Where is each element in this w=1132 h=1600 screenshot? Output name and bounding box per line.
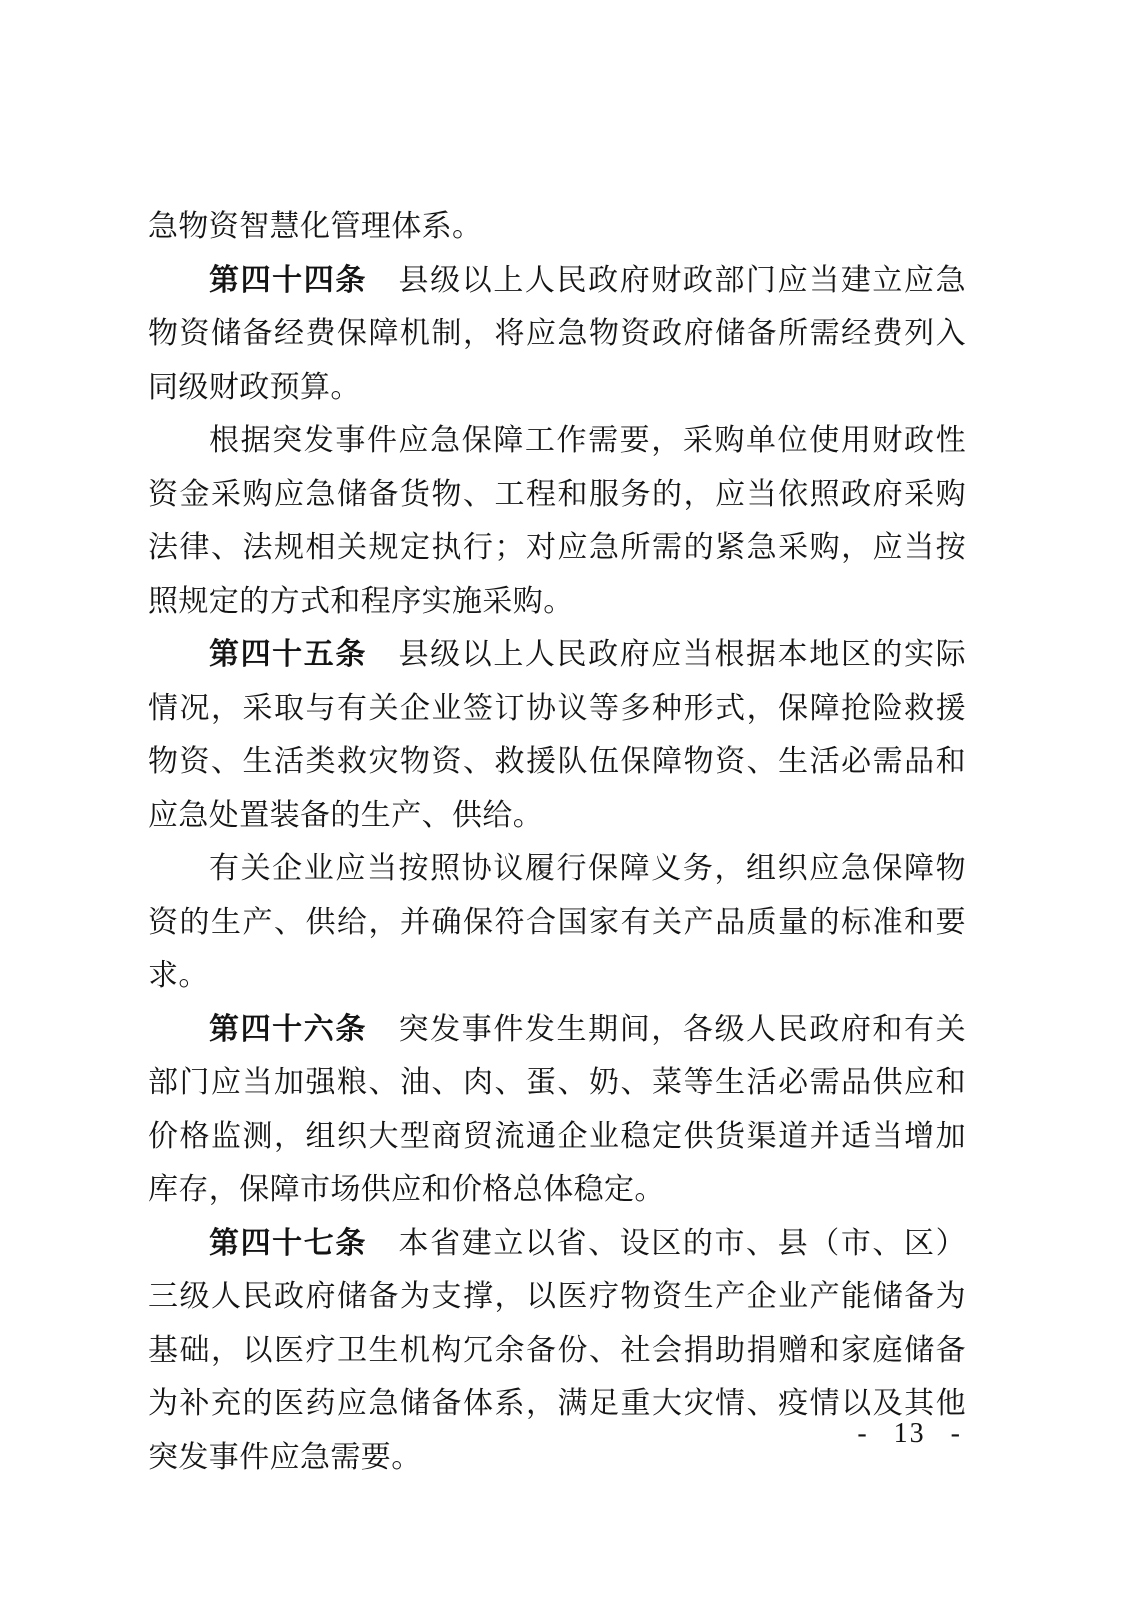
paragraph-article-44-2 [148,414,966,628]
page-number: - 13 - [857,1418,962,1449]
paragraph-text: 根据突发事件应急保障工作需要，采购单位使用财政性资金采购应急储备货物、工程和服务的，应当依照政府采购法律、法规相关规定执行；对应急所需的紧急采购，应当按照规定的方式和程序实施采购。 [148,424,966,618]
paragraph-article-45-2 [148,842,966,1003]
paragraph-text: 急物资智慧化管理体系。 [148,210,483,243]
paragraph-article-47 [148,1217,966,1485]
paragraph-text: 突发事件发生期间，各级人民政府和有关部门应当加强粮、油、肉、蛋、奶、菜等生活必需品供应和价格监测，组织大型商贸流通企业稳定供货渠道并适当增加库存，保障市场供应和价格总体稳定。 [148,1012,967,1206]
paragraph-text: 有关企业应当按照协议履行保障义务，组织应急保障物资的生产、供给，并确保符合国家有关产品质量的标准和要求。 [148,852,966,992]
article-number-44: 第四十四条 [209,263,367,297]
paragraph-text: 本省建立以省、设区的市、县（市、区）三级人民政府储备为支撑，以医疗物资生产企业产能储备为基础，以医疗卫生机构冗余备份、社会捐助捐赠和家庭储备为补充的医药应急储备体系，满足重大灾情、疫情以及其他突发事件应急需要。 [148,1226,967,1474]
article-number-45: 第四十五条 [209,638,367,671]
paragraph-text: 县级以上人民政府应当根据本地区的实际情况，采取与有关企业签订协议等多种形式，保障抢险救援物资、生活类救灾物资、救援队伍保障物资、生活必需品和应急处置装备的生产、供给。 [148,638,967,832]
article-number-46: 第四十六条 [209,1012,367,1046]
paragraph-text: 县级以上人民政府财政部门应当建立应急物资储备经费保障机制，将应急物资政府储备所需经费列入同级财政预算。 [148,263,967,404]
page-body-text [148,200,966,1484]
paragraph-article-45 [148,628,966,842]
paragraph-article-46 [148,1003,966,1217]
paragraph-continued [148,200,966,254]
paragraph-article-44 [148,254,966,415]
article-number-47: 第四十七条 [209,1226,367,1260]
